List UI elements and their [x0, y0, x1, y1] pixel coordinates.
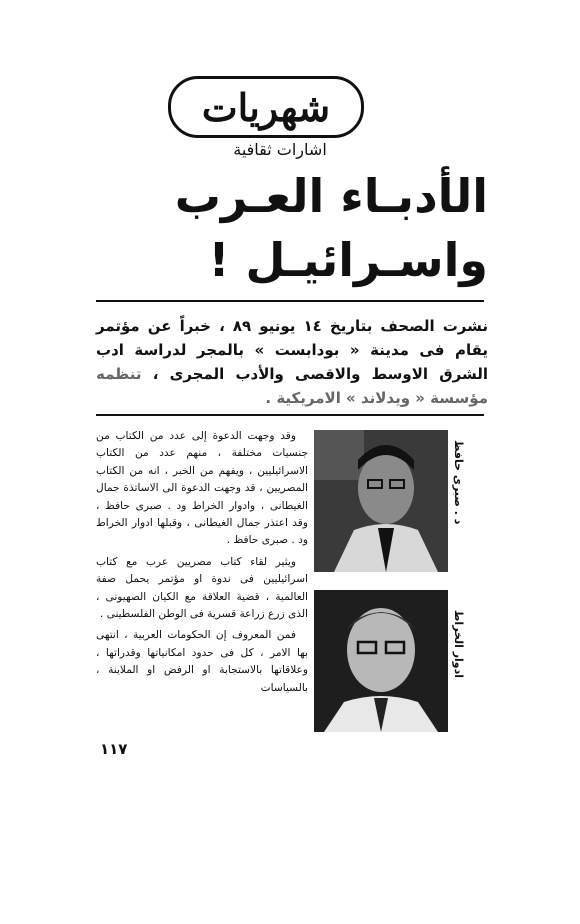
body-paragraph-2: ويثير لقاء كتاب مصريين عرب مع كتاب اسرائيليين فى ندوة او مؤتمر يحمل صفة العالمية ، قضية العلاقة مع الكيان الصهيونى ، الذى زرع زراعة قسرية فى الوطن الفلسطينى . — [96, 555, 308, 621]
intro-paragraph — [96, 314, 488, 410]
article-title — [128, 164, 488, 292]
portrait-photo-sabry-hafez — [314, 430, 448, 572]
page-number: ١١٧ — [100, 740, 128, 758]
body-paragraph-3: فمن المعروف إن الحكومات العربية ، انتهى بها الامر ، كل فى حدود امكانياتها وقدراتها ، وعلاقاتها بالاستجابة او الرفض او الملاينة ، بالسياسات — [96, 629, 308, 694]
title-line-1: الأدبـاء العـرب — [174, 169, 488, 223]
title-line-2: واسـرائيـل ! — [208, 233, 488, 287]
section-tagline: اشارات ثقافية — [233, 140, 327, 159]
caption-photo-1: د . صبرى حافظ — [452, 440, 465, 525]
caption-photo-2: ادوار الخراط — [452, 610, 465, 679]
divider-top — [96, 300, 484, 302]
divider-bottom — [96, 414, 484, 416]
portrait-photo-edwar-kharrat — [314, 590, 448, 732]
intro-main-text: نشرت الصحف بتاريخ ١٤ يونيو ٨٩ ، خبراً عن مؤتمر يقام فى مدينة « بودابست » بالمجر لدراسة ادب الشرق الاوسط والاقصى والأدب المجرى ، — [96, 317, 489, 383]
section-logo — [168, 76, 364, 138]
intro-faint-text: تنظمه مؤسسة « ويدلاند » الامريكية . — [96, 365, 488, 407]
logo-text: شهريات — [201, 84, 331, 130]
body-column — [96, 428, 308, 701]
body-paragraph-1: وقد وجهت الدعوة إلى عدد من الكتاب من جنسيات مختلفة ، منهم عدد من الكتاب الاسرائيليين ، ويفهم من الخبر ، انه من الكتاب المصريين ، قد وجهت الدعوة الى الاساتذة جمال الغيطانى ، وادوار الخراط ود . صبرى حافظ ، وقد اعتذر جمال الغيطانى ، وقبلها ادوار الخراط ود . صبرى حافظ . — [96, 430, 308, 547]
